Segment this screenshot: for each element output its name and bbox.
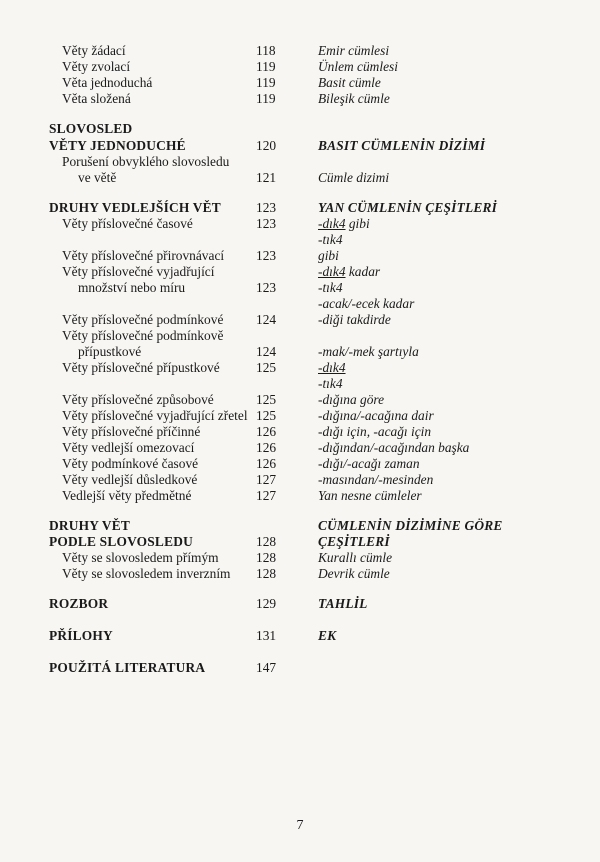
turkish-text: Cümle dizimi xyxy=(318,170,390,185)
page-ref: 119 xyxy=(256,91,276,106)
turkish-entry xyxy=(318,169,389,186)
turkish-entry xyxy=(318,231,343,248)
turkish-text: -dığına/-acağına dair xyxy=(318,408,434,423)
page-ref: 119 xyxy=(256,75,276,90)
page-ref: 125 xyxy=(256,360,277,375)
toc-row xyxy=(0,375,600,392)
turkish-entry xyxy=(318,423,431,440)
toc-row xyxy=(0,58,600,75)
turkish-entry xyxy=(318,565,390,582)
turkish-entry xyxy=(318,517,502,534)
toc-row xyxy=(0,423,600,440)
turkish-text: -dığına göre xyxy=(318,392,385,407)
turkish-text: Ünlem cümlesi xyxy=(318,59,398,74)
turkish-entry xyxy=(318,263,380,280)
turkish-entry xyxy=(318,455,420,472)
page-ref: 125 xyxy=(256,392,277,407)
czech-entry: VĚTY JEDNODUCHÉ xyxy=(49,138,186,153)
toc-row xyxy=(0,311,600,328)
czech-entry: Věty žádací xyxy=(62,43,126,58)
toc-row xyxy=(0,455,600,472)
czech-entry: přípustkové xyxy=(78,344,142,359)
toc-row xyxy=(0,247,600,264)
czech-entry: Porušení obvyklého slovosledu xyxy=(62,154,230,169)
turkish-entry xyxy=(318,295,414,312)
czech-entry: Věty příslovečné časové xyxy=(62,216,193,231)
turkish-text: kadar xyxy=(345,264,381,279)
toc-row xyxy=(0,565,600,582)
czech-entry: ve větě xyxy=(78,170,117,185)
toc-row xyxy=(0,487,600,504)
page-ref: 124 xyxy=(256,312,277,327)
page-ref: 126 xyxy=(256,424,277,439)
czech-entry: Věty příslovečné příčinné xyxy=(62,424,201,439)
turkish-text: Kurallı cümle xyxy=(318,550,393,565)
page-ref: 127 xyxy=(256,472,277,487)
toc-row xyxy=(0,343,600,360)
czech-entry: Věty se slovosledem inverzním xyxy=(62,566,231,581)
page-ref: 128 xyxy=(256,550,277,565)
czech-entry: Věty příslovečné podmínkové xyxy=(62,312,224,327)
toc-row xyxy=(0,42,600,59)
toc-row xyxy=(0,263,600,280)
toc-row xyxy=(0,231,600,248)
page-ref: 126 xyxy=(256,440,277,455)
czech-entry: Věta složená xyxy=(62,91,131,106)
turkish-entry xyxy=(318,199,497,216)
page-ref: 123 xyxy=(256,248,277,263)
page-ref: 129 xyxy=(256,596,277,611)
turkish-entry xyxy=(318,549,392,566)
turkish-entry xyxy=(318,407,434,424)
turkish-entry xyxy=(318,471,433,488)
toc-heading-row xyxy=(0,595,600,612)
toc-row xyxy=(0,279,600,296)
czech-entry: ROZBOR xyxy=(49,596,109,611)
turkish-text: -tık4 xyxy=(318,376,343,391)
toc-heading-row xyxy=(0,137,600,154)
turkish-entry xyxy=(318,487,422,504)
toc-heading-row xyxy=(0,199,600,216)
toc-heading-row xyxy=(0,517,600,534)
turkish-entry xyxy=(318,343,419,360)
turkish-entry xyxy=(318,58,398,75)
czech-entry: Věty se slovosledem přímým xyxy=(62,550,219,565)
turkish-text: Emir cümlesi xyxy=(318,43,390,58)
turkish-text: -dığı için, -acağı için xyxy=(318,424,432,439)
page-ref: 123 xyxy=(256,280,277,295)
turkish-entry xyxy=(318,359,346,376)
turkish-text: gibi xyxy=(318,248,339,263)
toc-row xyxy=(0,169,600,186)
toc-row xyxy=(0,471,600,488)
turkish-text: -diği takdirde xyxy=(318,312,391,327)
page-ref: 123 xyxy=(256,216,277,231)
toc-row xyxy=(0,74,600,91)
czech-entry: DRUHY VĚT xyxy=(49,518,131,533)
turkish-text: BASIT CÜMLENİN DİZİMİ xyxy=(318,138,486,153)
czech-entry: Vedlejší věty předmětné xyxy=(62,488,192,503)
czech-entry: POUŽITÁ LITERATURA xyxy=(49,660,206,675)
czech-entry: Věty příslovečné vyjadřující zřetel xyxy=(62,408,248,423)
turkish-text: Basit cümle xyxy=(318,75,381,90)
turkish-entry xyxy=(318,137,485,154)
turkish-text: YAN CÜMLENİN ÇEŞİTLERİ xyxy=(318,200,498,215)
turkish-entry xyxy=(318,627,336,644)
page-ref: 147 xyxy=(256,660,277,675)
turkish-text: ÇEŞİTLERİ xyxy=(318,534,390,549)
turkish-text: -acak/-ecek kadar xyxy=(318,296,415,311)
turkish-entry xyxy=(318,311,391,328)
toc-row xyxy=(0,295,600,312)
turkish-entry xyxy=(318,391,384,408)
turkish-text: gibi xyxy=(345,216,370,231)
czech-entry: množství nebo míru xyxy=(78,280,186,295)
czech-entry: PODLE SLOVOSLEDU xyxy=(49,534,193,549)
turkish-entry xyxy=(318,533,390,550)
czech-entry: Věty vedlejší omezovací xyxy=(62,440,195,455)
toc-row xyxy=(0,215,600,232)
turkish-entry xyxy=(318,42,389,59)
toc-row xyxy=(0,439,600,456)
turkish-entry xyxy=(318,439,469,456)
turkish-text: TAHLİL xyxy=(318,596,368,611)
czech-entry: DRUHY VEDLEJŠÍCH VĚT xyxy=(49,200,221,215)
czech-entry: SLOVOSLED xyxy=(49,121,133,136)
turkish-text: CÜMLENİN DİZİMİNE GÖRE xyxy=(318,518,503,533)
page-ref: 120 xyxy=(256,138,277,153)
czech-entry: Věty příslovečné vyjadřující xyxy=(62,264,215,279)
turkish-text: -tık4 xyxy=(318,280,343,295)
turkish-entry xyxy=(318,247,339,264)
turkish-text: EK xyxy=(318,628,337,643)
turkish-suffix-underlined: -dık4 xyxy=(318,216,346,231)
turkish-entry xyxy=(318,375,343,392)
page-ref: 124 xyxy=(256,344,277,359)
turkish-entry xyxy=(318,279,343,296)
page-ref: 123 xyxy=(256,200,277,215)
toc-row xyxy=(0,327,600,344)
czech-entry: Věty podmínkové časové xyxy=(62,456,199,471)
czech-entry: Věty příslovečné způsobové xyxy=(62,392,214,407)
page-ref: 121 xyxy=(256,170,277,185)
toc-row xyxy=(0,90,600,107)
toc-row xyxy=(0,153,600,170)
czech-entry: Věty zvolací xyxy=(62,59,131,74)
czech-entry: Věta jednoduchá xyxy=(62,75,153,90)
czech-entry: Věty vedlejší důsledkové xyxy=(62,472,198,487)
turkish-text: -tık4 xyxy=(318,232,343,247)
toc-row xyxy=(0,407,600,424)
turkish-text: Yan nesne cümleler xyxy=(318,488,422,503)
turkish-text: Devrik cümle xyxy=(318,566,390,581)
page-ref: 128 xyxy=(256,566,277,581)
turkish-text: Bileşik cümle xyxy=(318,91,390,106)
turkish-entry xyxy=(318,215,370,232)
toc-heading-row xyxy=(0,533,600,550)
turkish-text: -masından/-mesinden xyxy=(318,472,434,487)
toc-row xyxy=(0,549,600,566)
czech-entry: Věty příslovečné přirovnávací xyxy=(62,248,225,263)
page-ref: 118 xyxy=(256,43,276,58)
turkish-entry xyxy=(318,74,381,91)
toc-row xyxy=(0,391,600,408)
page-ref: 127 xyxy=(256,488,277,503)
turkish-suffix-underlined: -dık4 xyxy=(318,360,346,375)
toc-heading-row xyxy=(0,627,600,644)
czech-entry: Věty příslovečné přípustkové xyxy=(62,360,220,375)
czech-entry: Věty příslovečné podmínkově xyxy=(62,328,224,343)
turkish-text: -dığı/-acağı zaman xyxy=(318,456,420,471)
turkish-suffix-underlined: -dık4 xyxy=(318,264,346,279)
turkish-text: -dığından/-acağından başka xyxy=(318,440,470,455)
page-ref: 119 xyxy=(256,59,276,74)
toc-heading-row xyxy=(0,659,600,676)
turkish-entry xyxy=(318,595,368,612)
page-ref: 126 xyxy=(256,456,277,471)
toc-row xyxy=(0,359,600,376)
turkish-entry xyxy=(318,90,390,107)
czech-entry: PŘÍLOHY xyxy=(49,628,113,643)
turkish-text: -mak/-mek şartıyla xyxy=(318,344,419,359)
toc-heading-row xyxy=(0,120,600,137)
page-number: 7 xyxy=(296,818,304,833)
page-ref: 131 xyxy=(256,628,277,643)
page-ref: 128 xyxy=(256,534,277,549)
page-ref: 125 xyxy=(256,408,277,423)
